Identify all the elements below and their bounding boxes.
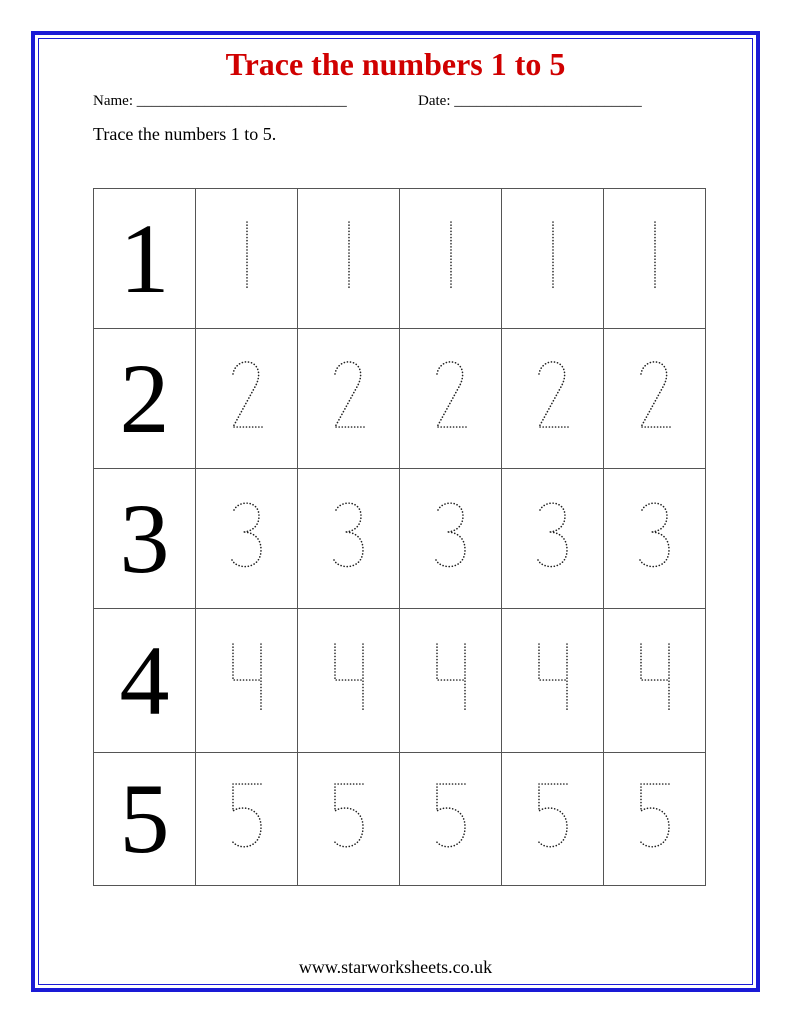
trace-cell	[196, 329, 298, 469]
dotted-digit-3	[329, 500, 369, 572]
trace-cell	[604, 753, 706, 886]
trace-cell	[400, 189, 502, 329]
dotted-digit-4	[227, 642, 267, 714]
dotted-digit-5	[227, 781, 267, 853]
model-digit: 1	[94, 189, 196, 329]
grid-row	[94, 469, 706, 609]
trace-cell	[298, 469, 400, 609]
dotted-digit-5	[431, 781, 471, 853]
dotted-digit-4	[533, 642, 573, 714]
trace-cell	[298, 609, 400, 753]
dotted-digit-5	[533, 781, 573, 853]
dotted-digit-4	[329, 642, 369, 714]
trace-cell	[604, 469, 706, 609]
dotted-digit-5	[329, 781, 369, 853]
trace-cell	[196, 609, 298, 753]
dotted-digit-1	[431, 220, 471, 292]
trace-cell	[502, 469, 604, 609]
footer-url: www.starworksheets.co.uk	[298, 957, 493, 977]
dotted-digit-2	[227, 360, 267, 432]
trace-cell	[196, 189, 298, 329]
trace-cell	[400, 329, 502, 469]
trace-cell	[502, 609, 604, 753]
dotted-digit-1	[329, 220, 369, 292]
worksheet-title: Trace the numbers 1 to 5	[225, 46, 566, 82]
grid-row	[94, 189, 706, 329]
grid-row	[94, 753, 706, 886]
trace-cell	[400, 469, 502, 609]
dotted-digit-4	[635, 642, 675, 714]
trace-cell	[502, 753, 604, 886]
trace-cell	[298, 753, 400, 886]
dotted-digit-2	[635, 360, 675, 432]
trace-cell	[604, 329, 706, 469]
trace-cell	[196, 753, 298, 886]
trace-cell	[400, 609, 502, 753]
model-digit: 5	[94, 753, 196, 886]
dotted-digit-2	[533, 360, 573, 432]
trace-cell	[298, 189, 400, 329]
trace-cell	[196, 469, 298, 609]
model-digit: 3	[94, 469, 196, 609]
dotted-digit-3	[227, 500, 267, 572]
trace-cell	[298, 329, 400, 469]
dotted-digit-3	[431, 500, 471, 572]
trace-cell	[604, 609, 706, 753]
name-field: Name: ____________________________	[93, 93, 347, 109]
trace-cell	[502, 189, 604, 329]
dotted-digit-4	[431, 642, 471, 714]
dotted-digit-5	[635, 781, 675, 853]
dotted-digit-1	[227, 220, 267, 292]
instruction-text: Trace the numbers 1 to 5.	[93, 124, 277, 144]
dotted-digit-1	[533, 220, 573, 292]
model-digit: 2	[94, 329, 196, 469]
dotted-digit-1	[635, 220, 675, 292]
trace-cell	[400, 753, 502, 886]
tracing-grid	[93, 188, 706, 886]
dotted-digit-2	[431, 360, 471, 432]
model-digit: 4	[94, 609, 196, 753]
dotted-digit-3	[533, 500, 573, 572]
trace-cell	[502, 329, 604, 469]
date-field: Date: _________________________	[418, 93, 642, 109]
grid-row	[94, 609, 706, 753]
dotted-digit-2	[329, 360, 369, 432]
dotted-digit-3	[635, 500, 675, 572]
grid-row	[94, 329, 706, 469]
trace-cell	[604, 189, 706, 329]
